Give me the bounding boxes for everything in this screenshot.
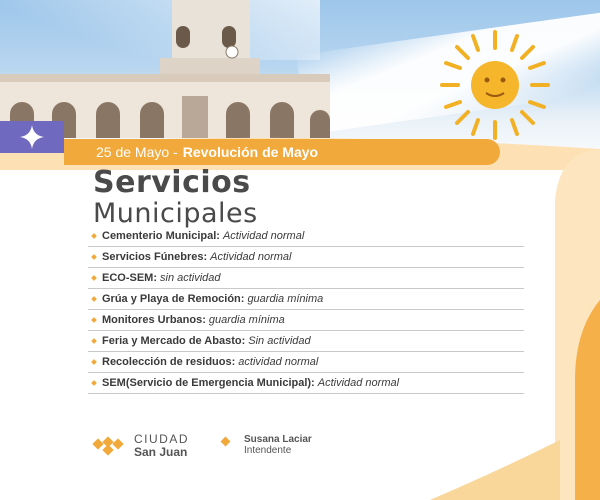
diamond-bullet-icon — [91, 233, 97, 239]
service-status: Actividad normal — [317, 377, 400, 389]
list-item — [88, 310, 524, 331]
diamond-bullet-icon — [91, 317, 97, 323]
service-status: Sin actividad — [248, 335, 311, 347]
mayor-signature — [244, 435, 312, 456]
list-item — [88, 289, 524, 310]
service-status: Actividad normal — [210, 251, 292, 263]
service-status: guardia mínima — [247, 293, 324, 305]
service-name: Feria y Mercado de Abasto: — [102, 335, 246, 347]
diamond-bullet-icon — [91, 254, 97, 260]
service-name: Grúa y Playa de Remoción: — [102, 293, 245, 305]
service-name: ECO-SEM: — [102, 272, 157, 284]
diamond-bullet-icon — [91, 380, 97, 386]
list-item — [88, 331, 524, 352]
service-name: Recolección de residuos: — [102, 356, 236, 368]
service-name: Servicios Fúnebres: — [102, 251, 208, 263]
four-point-star-icon — [20, 125, 44, 149]
page-title — [93, 165, 258, 229]
city-logo-line-1: CIUDAD — [134, 432, 190, 446]
city-logo-line-2: San Juan — [134, 444, 188, 459]
city-logo-icon — [92, 436, 124, 456]
service-status: Actividad normal — [222, 230, 305, 242]
service-status: actividad normal — [238, 356, 319, 368]
list-item — [88, 373, 524, 394]
list-item — [88, 247, 524, 268]
banner-date: 25 de Mayo - — [96, 144, 178, 160]
service-status: sin actividad — [160, 272, 221, 284]
mayor-role: Intendente — [244, 444, 292, 456]
mayor-name: Susana Laciar — [244, 434, 312, 445]
service-name: Cementerio Municipal: — [102, 230, 220, 242]
diamond-bullet-icon — [91, 296, 97, 302]
list-item — [88, 268, 524, 289]
service-name: SEM(Servicio de Emergencia Municipal): — [102, 377, 315, 389]
diamond-separator-icon — [221, 437, 231, 447]
star-badge — [0, 121, 64, 153]
service-name: Monitores Urbanos: — [102, 314, 206, 326]
list-item — [88, 352, 524, 373]
title-line-2: Municipales — [93, 198, 258, 229]
diamond-bullet-icon — [91, 359, 97, 365]
title-line-1: Servicios — [93, 165, 251, 200]
banner-event: Revolución de Mayo — [182, 144, 319, 160]
services-list — [88, 226, 524, 394]
date-banner — [64, 139, 500, 165]
diamond-bullet-icon — [91, 275, 97, 281]
sun-of-may-icon — [440, 30, 550, 140]
diamond-bullet-icon — [91, 338, 97, 344]
city-logo — [92, 433, 189, 458]
service-status: guardia mínima — [208, 314, 285, 326]
list-item — [88, 226, 524, 247]
